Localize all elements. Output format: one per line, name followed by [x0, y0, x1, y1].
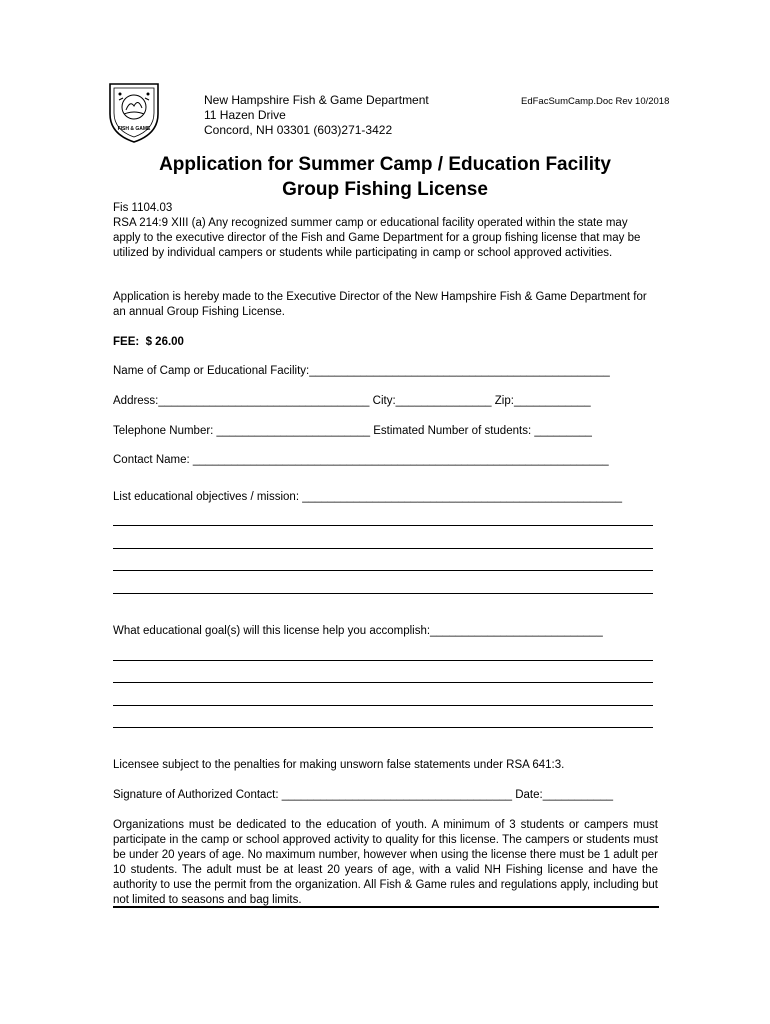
signature-date-field[interactable]: Signature of Authorized Contact: ____________________________________ Date:___________	[113, 789, 614, 801]
goals-line-1[interactable]	[113, 660, 653, 661]
requirements-paragraph: Organizations must be dedicated to the education of youth. A minimum of 3 students or campers must participate in the camp or school approved activity to quality for this license. The campers or students must be under 20 years of age. No maximum number, however when using the license there must be 1 adult per 10 students. The adult must be at least 20 years of age, with a valid NH Fishing license and have the authority to use the permit from the organization. All Fish & Game rules and regulations apply, including but not limited to seasons and bag limits.	[113, 819, 658, 906]
fee-label: FEE: $ 26.00	[113, 336, 184, 348]
rsa-paragraph: RSA 214:9 XIII (a) Any recognized summer camp or educational facility operated within the state may apply to the executive director of the Fish and Game Department for a group fishing license that may be utilized by individual campers or students while participating in camp or school approved activities.	[113, 217, 641, 259]
objectives-line-3[interactable]	[113, 570, 653, 571]
form-title	[0, 152, 770, 202]
application-paragraph: Application is hereby made to the Executive Director of the New Hampshire Fish & Game Department for an annual Group Fishing License.	[113, 291, 647, 318]
title-line-1: Application for Summer Camp / Education Facility	[159, 154, 611, 175]
address-city-zip-field[interactable]: Address:_________________________________ City:_______________ Zip:____________	[113, 395, 591, 407]
goals-line-4[interactable]	[113, 727, 653, 728]
bottom-divider	[113, 906, 659, 908]
department-name: New Hampshire Fish & Game Department	[204, 93, 429, 107]
goals-field[interactable]: What educational goal(s) will this license help you accomplish:___________________________	[113, 625, 603, 637]
header-address	[204, 93, 429, 138]
contact-name-field[interactable]: Contact Name: _________________________________________________________________	[113, 454, 609, 466]
svg-text:FISH & GAME: FISH & GAME	[117, 126, 151, 132]
city-phone: Concord, NH 03301 (603)271-3422	[204, 123, 393, 137]
goals-line-2[interactable]	[113, 682, 653, 683]
nh-fish-game-seal	[106, 80, 162, 144]
penalty-statement: Licensee subject to the penalties for making unsworn false statements under RSA 641:3.	[113, 759, 565, 771]
rule-reference: Fis 1104.03	[113, 202, 173, 214]
title-line-2: Group Fishing License	[282, 179, 488, 200]
document-reference: EdFacSumCamp.Doc Rev 10/2018	[521, 96, 670, 107]
objectives-line-1[interactable]	[113, 525, 653, 526]
objectives-line-4[interactable]	[113, 593, 653, 594]
goals-line-3[interactable]	[113, 705, 653, 706]
facility-name-field[interactable]: Name of Camp or Educational Facility:_______________________________________________	[113, 365, 610, 377]
telephone-students-field[interactable]: Telephone Number: ________________________ Estimated Number of students: _________	[113, 425, 592, 437]
street-address: 11 Hazen Drive	[204, 108, 286, 122]
objectives-field[interactable]: List educational objectives / mission: __________________________________________________	[113, 491, 622, 503]
objectives-line-2[interactable]	[113, 548, 653, 549]
